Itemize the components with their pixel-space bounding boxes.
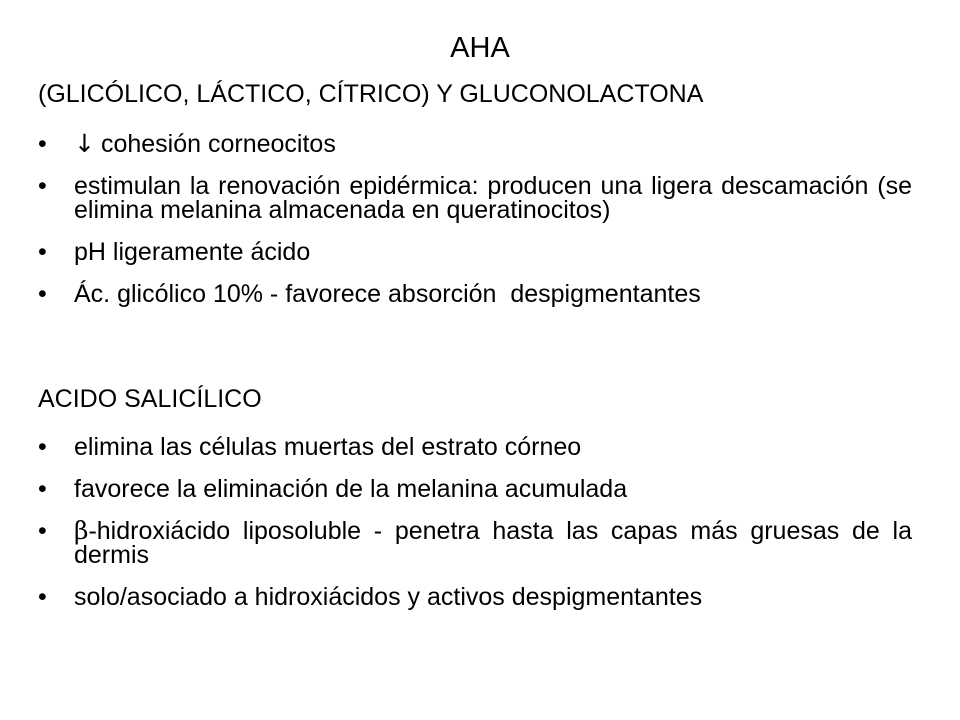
list-item-text: solo/asociado a hidroxiácidos y activos despigmentantes (74, 583, 703, 611)
list-item (38, 477, 912, 501)
bullet: • (38, 280, 47, 308)
list-item (38, 435, 912, 459)
salicylic-heading: ACIDO SALICÍLICO (38, 385, 262, 413)
bullet: • (38, 130, 47, 158)
list-item (38, 282, 912, 306)
list-item-text: favorece la eliminación de la melanina acumulada (74, 475, 628, 503)
list-item-text: cohesión corneocitos (100, 130, 336, 158)
bullet: • (38, 238, 47, 266)
list-item (38, 516, 912, 569)
list-item (38, 585, 912, 609)
list-item (38, 129, 912, 158)
list-item-text: -hidroxiácido liposoluble - penetra hasta las capas más gruesas de la dermis (74, 517, 912, 569)
list-item (38, 174, 912, 222)
bullet: • (38, 433, 47, 461)
aha-subtitle: (GLICÓLICO, LÁCTICO, CÍTRICO) Y GLUCONOLACTONA (38, 80, 704, 108)
aha-list (38, 129, 912, 324)
bullet: • (38, 583, 47, 611)
beta-symbol: β (74, 516, 89, 545)
bullet: • (38, 172, 47, 200)
down-arrow-icon: ↓ (74, 129, 95, 158)
bullet: • (38, 475, 47, 503)
list-item-text: elimina las células muertas del estrato córneo (74, 433, 582, 461)
bullet: • (38, 517, 47, 545)
slide-title: AHA (450, 32, 510, 64)
list-item-text: pH ligeramente ácido (74, 238, 311, 266)
list-item-text: Ác. glicólico 10% - favorece absorción despigmentantes (74, 280, 701, 308)
list-item-text: estimulan la renovación epidérmica: producen una ligera descamación (se elimina melanina almacenada en queratinocitos) (74, 172, 912, 224)
list-item (38, 240, 912, 264)
salicylic-list (38, 435, 912, 627)
